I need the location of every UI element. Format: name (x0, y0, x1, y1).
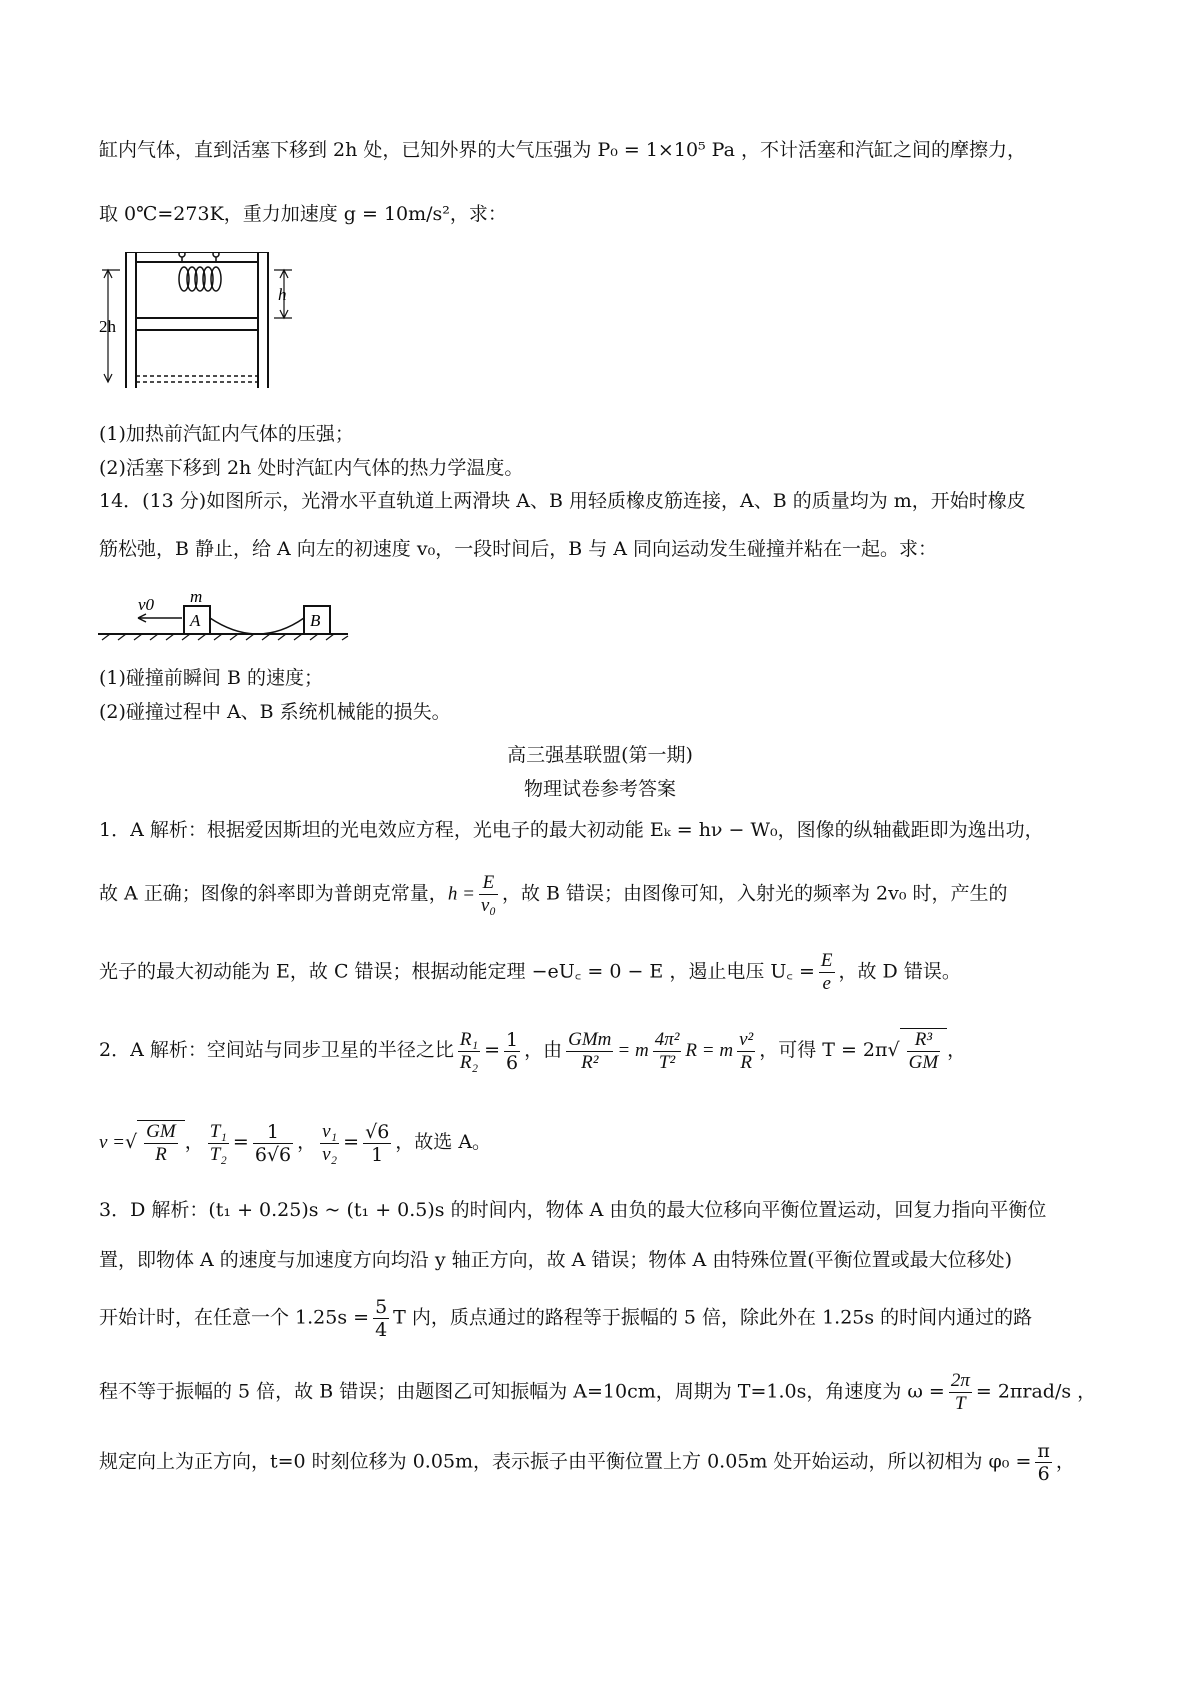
q14-line2: 筋松弛，B 静止，给 A 向左的初速度 v₀，一段时间后，B 与 A 同向运动发生碰撞并粘在一起。求： (99, 538, 937, 560)
q14-sub1: (1)碰撞前瞬间 B 的速度； (99, 667, 323, 689)
a2-frac-4pi: $\frac{\text{4π²}}{\text{T²}}$ (654, 1028, 680, 1073)
a2-frac-t: $\frac{\text{T₁}}{\text{T₂}}$ (209, 1120, 227, 1165)
label-v0: v0 (138, 595, 155, 614)
q14-sub2: (2)碰撞过程中 A、B 系统机械能的损失。 (99, 701, 451, 723)
sliders-figure (98, 588, 358, 648)
q13-sub1: (1)加热前汽缸内气体的压强； (99, 423, 354, 445)
a1-frac-uc: $\frac{E}{e}$ (820, 950, 833, 994)
a2-frac-v2: $\frac{\text{v²}}{R}$ (739, 1028, 754, 1073)
a1-h: h = (447, 883, 475, 905)
label-2h: 2h (99, 317, 116, 336)
label-b: B (310, 611, 321, 630)
a2-eq4: = (343, 1131, 360, 1153)
answers-title2: 物理试卷参考答案 (523, 778, 676, 800)
a2-R: R = m (685, 1040, 734, 1061)
a1-text-b: ，故 B 错误；由图像可知，入射光的频率为 2v₀ 时，产生的 (501, 882, 1008, 905)
q14-line1: 14．(13 分)如图所示，光滑水平直轨道上两滑块 A、B 用轻质橡皮筋连接，A、B 的质量均为 m，开始时橡皮 (99, 490, 1026, 512)
a2-line1 (99, 1028, 1110, 1074)
a2-sqrt-r3: √ $\frac{\text{R³}}{GM}$ (888, 1028, 948, 1074)
a2-get: ，可得 T = 2π (759, 1039, 888, 1061)
heater-coil-icon (179, 252, 221, 291)
a2-text-a: 2．A 解析：空间站与同步卫星的半径之比 (99, 1039, 454, 1061)
a2-frac-6root6: $\frac{1}{6√6}$ (254, 1120, 292, 1166)
a3-text-e: 规定向上为正方向，t=0 时刻位移为 0.05m，表示振子由平衡位置上方 0.05m 处开始运动，所以初相为 φ₀ = (99, 1450, 1032, 1473)
a2-c2: ， (297, 1131, 317, 1153)
a3-text-f: ， (1055, 1450, 1075, 1473)
a2-end2: ，故选 A。 (395, 1131, 492, 1153)
piston (136, 318, 258, 330)
q13-line1: 缸内气体，直到活塞下移到 2h 处，已知外界的大气压强为 P₀ = 1×10⁵ Pa ，不计活塞和汽缸之间的摩擦力， (99, 139, 1026, 161)
a3-line2: 置，即物体 A 的速度与加速度方向均沿 y 轴正方向，故 A 错误；物体 A 由特殊位置(平衡位置或最大位移处) (99, 1249, 1013, 1271)
a1-text-c: 光子的最大初动能为 E，故 C 错误；根据动能定理 −eU꜀ = 0 − E ，遏止电压 U꜀ = (99, 960, 815, 983)
a2-eq3: = (232, 1131, 249, 1153)
a3-text-a: 开始计时，在任意一个 1.25s = (99, 1306, 370, 1329)
a3-line1: 3．D 解析：(t₁ + 0.25)s ~ (t₁ + 0.5)s 的时间内，物体 A 由负的最大位移向平衡位置运动，回复力指向平衡位 (99, 1199, 1047, 1221)
velocity-arrow-icon (138, 614, 182, 622)
a2-eq2: = m (617, 1040, 649, 1061)
a2-frac-16: $\frac{1}{6}$ (506, 1028, 519, 1074)
a1-text-d: ，故 D 错误。 (838, 960, 961, 983)
a1-frac-h: $\frac{E}{\text{v₀}}$ (480, 872, 496, 916)
a2-line2 (99, 1120, 1110, 1166)
a1-text-a: 故 A 正确；图像的斜率即为普朗克常量， (99, 882, 448, 905)
a2-end: ， (947, 1039, 967, 1061)
a3-text-c: 程不等于振幅的 5 倍，故 B 错误；由题图乙可知振幅为 A=10cm，周期为 T=1.0s，角速度为 ω = (99, 1380, 945, 1403)
rubber-band (210, 618, 304, 634)
a2-eq1: = (484, 1039, 500, 1061)
answers-title1: 高三强基联盟(第一期) (507, 744, 693, 766)
a3-line4 (99, 1370, 1110, 1415)
a2-frac-gmm: $\frac{\text{GMm}}{\text{R²}}$ (568, 1028, 612, 1073)
a3-text-b: T 内，质点通过的路程等于振幅的 5 倍，除此外在 1.25s 的时间内通过的路 (393, 1306, 1033, 1329)
a2-frac-r: $\frac{\text{R₁}}{\text{R₂}}$ (459, 1028, 479, 1073)
a3-line5 (99, 1440, 1110, 1485)
a3-text-d: = 2πrad/s ， (975, 1380, 1097, 1403)
a2-sqrt-gm: √ $\frac{GM}{R}$ (125, 1120, 185, 1166)
a2-by: ，由 (524, 1039, 563, 1061)
a1-line3 (99, 950, 1110, 995)
a2-c1: ， (184, 1131, 204, 1153)
a2-v: v = (99, 1132, 126, 1153)
q13-line2: 取 0℃=273K，重力加速度 g = 10m/s²，求： (99, 203, 507, 225)
a3-line3 (99, 1296, 1110, 1341)
a3-frac-54: $\frac{5}{4}$ (375, 1296, 388, 1341)
a2-frac-v: $\frac{\text{v₁}}{\text{v₂}}$ (322, 1120, 338, 1165)
a3-frac-phi: $\frac{\pi}{6}$ (1037, 1440, 1050, 1485)
label-a: A (190, 611, 201, 630)
label-h: h (278, 285, 287, 304)
a1-line2 (99, 872, 1110, 917)
a2-frac-root6: $\frac{√6}{1}$ (365, 1120, 390, 1166)
a1-line1: 1．A 解析：根据爱因斯坦的光电效应方程，光电子的最大初动能 Eₖ = hν − W₀，图像的纵轴截距即为逸出功， (99, 819, 1044, 841)
label-m: m (190, 588, 203, 606)
cylinder-figure (98, 252, 308, 392)
a3-frac-omega: $\frac{2\pi}{T}$ (950, 1370, 970, 1414)
q13-sub2: (2)活塞下移到 2h 处时汽缸内气体的热力学温度。 (99, 457, 524, 479)
